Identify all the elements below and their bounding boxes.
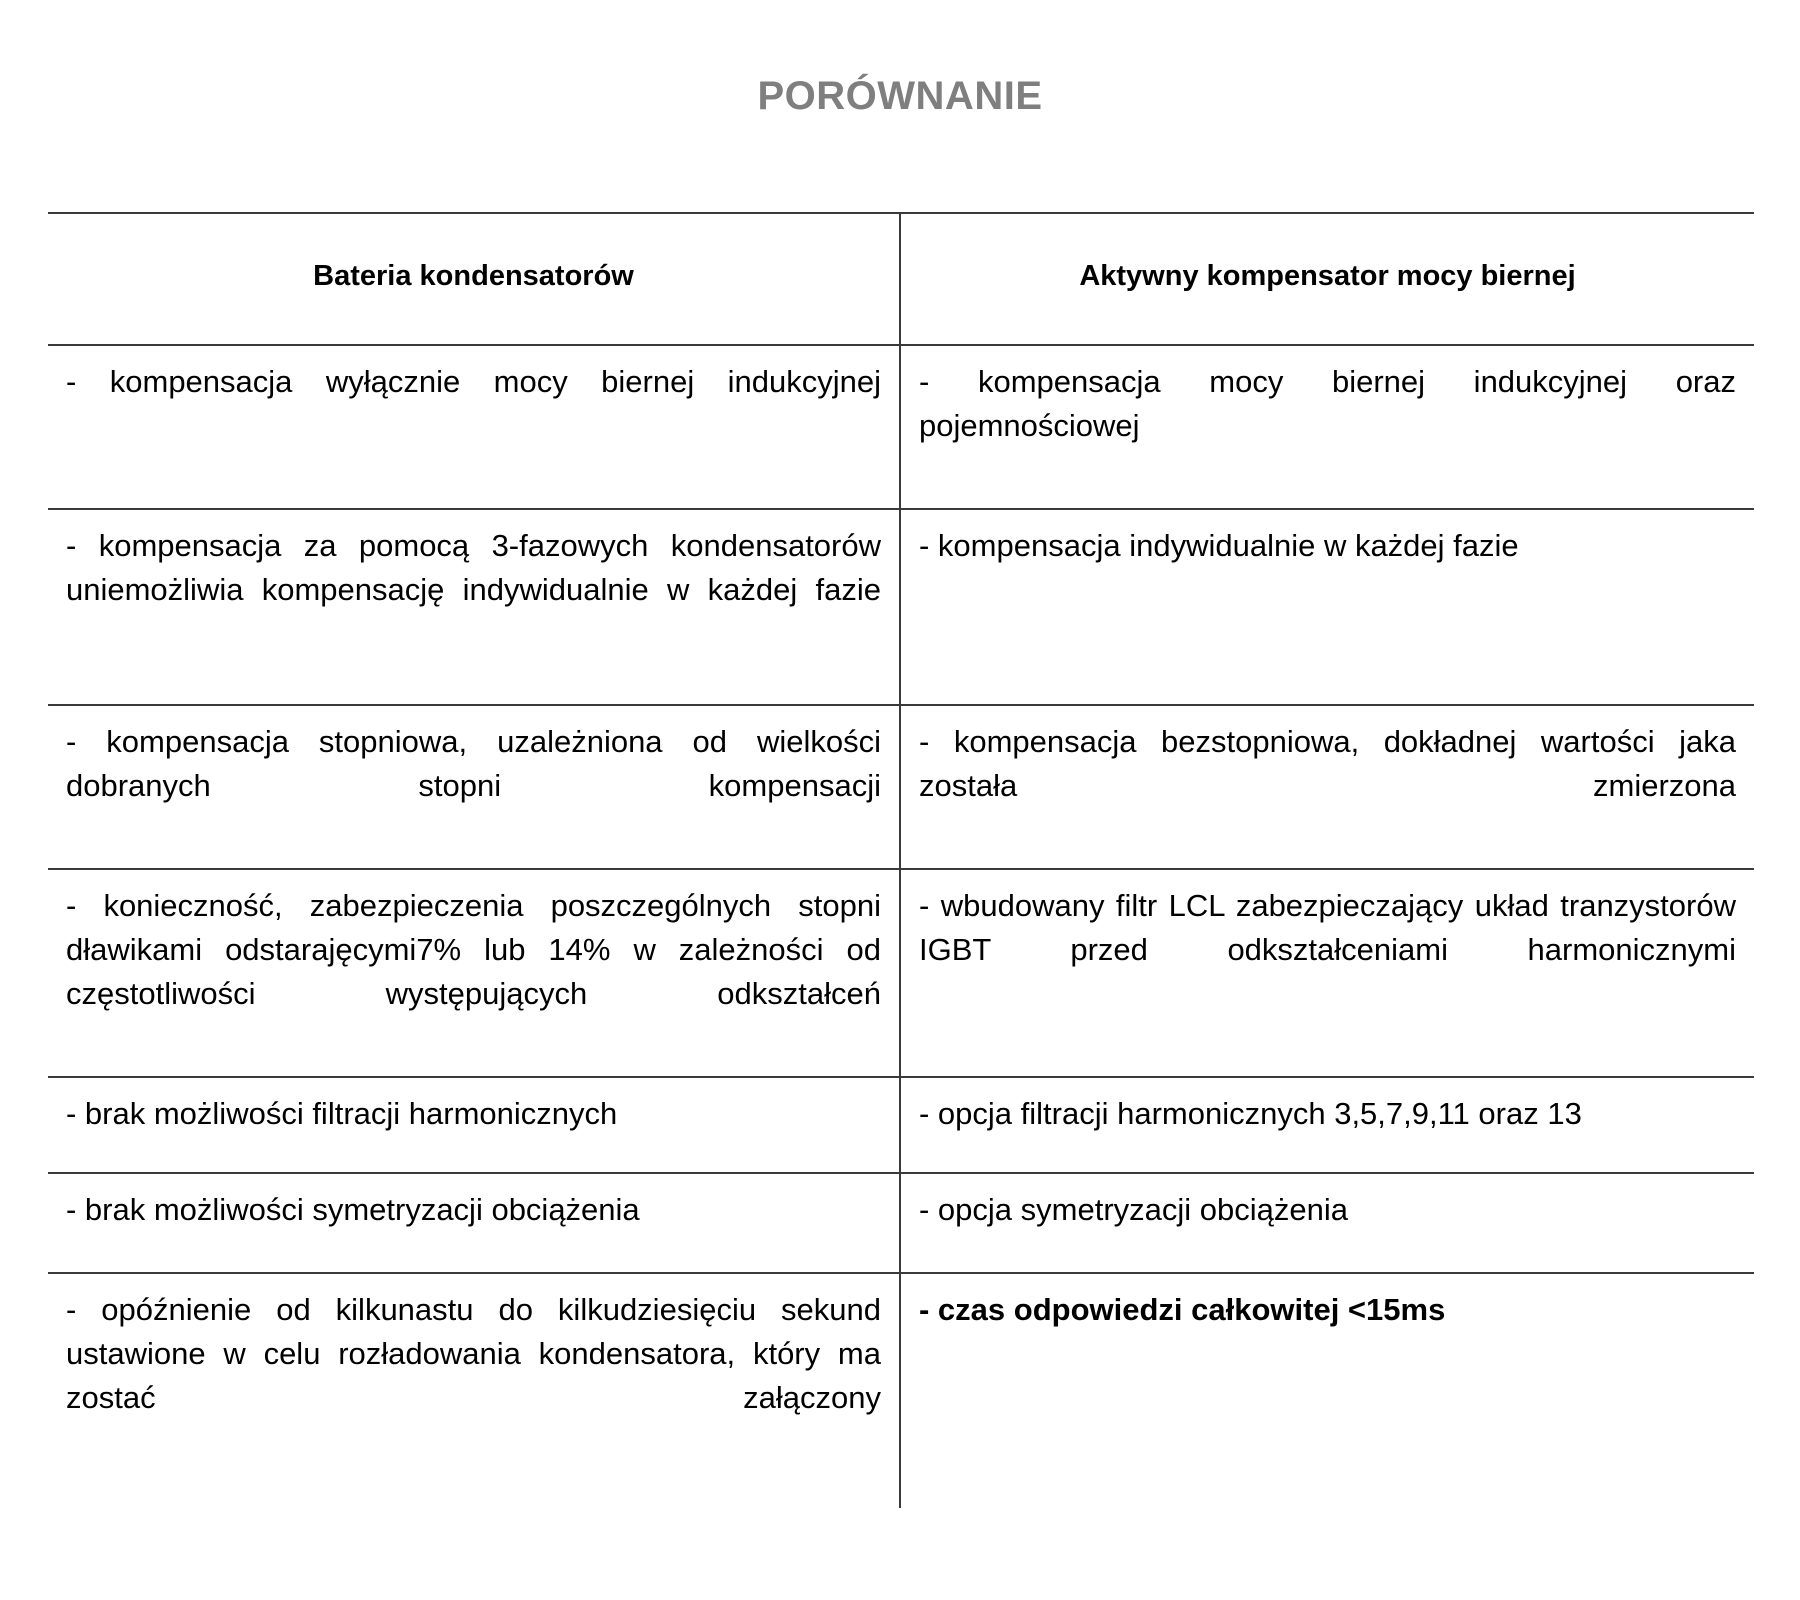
table-row: [48, 345, 1754, 509]
cell-text: - czas odpowiedzi całkowitej <15ms: [919, 1292, 1446, 1328]
column-divider-tail: [899, 1408, 901, 1508]
cell-capacitor-bank-2: [48, 509, 900, 705]
cell-active-compensator-6: [900, 1173, 1754, 1273]
cell-active-compensator-7: [900, 1273, 1754, 1480]
cell-capacitor-bank-4: [48, 869, 900, 1077]
cell-active-compensator-3: [900, 705, 1754, 869]
cell-text: - kompensacja bezstopniowa, dokładnej wartości jaka została zmierzona: [919, 724, 1736, 804]
table-row: [48, 869, 1754, 1077]
cell-text: - brak możliwości symetryzacji obciążenia: [66, 1192, 640, 1228]
cell-text: - brak możliwości filtracji harmonicznych: [66, 1096, 618, 1132]
cell-active-compensator-2: [900, 509, 1754, 705]
cell-text: - wbudowany filtr LCL zabezpieczający układ tranzystorów IGBT przed odkształceniami harmonicznymi: [919, 888, 1736, 968]
cell-text: - kompensacja wyłącznie mocy biernej indukcyjnej: [66, 364, 881, 400]
column-header-active-compensator: Aktywny kompensator mocy biernej: [900, 213, 1754, 345]
cell-text: - opóźnienie od kilkunastu do kilkudziesięciu sekund ustawione w celu rozładowania kondensatora, który ma zostać załączony: [66, 1292, 881, 1416]
table-row: [48, 1273, 1754, 1480]
column-header-capacitor-bank: Bateria kondensatorów: [48, 213, 900, 345]
cell-text: - opcja symetryzacji obciążenia: [919, 1192, 1349, 1228]
table-row: [48, 509, 1754, 705]
cell-text: - kompensacja za pomocą 3-fazowych kondensatorów uniemożliwia kompensację indywidualnie w każdej fazie: [66, 528, 881, 608]
cell-active-compensator-4: [900, 869, 1754, 1077]
cell-capacitor-bank-6: [48, 1173, 900, 1273]
cell-text: - opcja filtracji harmonicznych 3,5,7,9,11 oraz 13: [919, 1096, 1582, 1132]
cell-capacitor-bank-7: [48, 1273, 900, 1480]
cell-text: - kompensacja stopniowa, uzależniona od wielkości dobranych stopni kompensacji: [66, 724, 881, 804]
cell-capacitor-bank-5: [48, 1077, 900, 1173]
cell-capacitor-bank-3: [48, 705, 900, 869]
table-row: [48, 705, 1754, 869]
cell-text: - konieczność, zabezpieczenia poszczególnych stopni dławikami odstarajęcymi7% lub 14% w zależności od częstotliwości występujących odkształceń: [66, 888, 881, 1012]
cell-text: - kompensacja indywidualnie w każdej fazie: [919, 528, 1519, 564]
page-title: PORÓWNANIE: [757, 74, 1043, 118]
table-header-row: [48, 213, 1754, 345]
comparison-table: [48, 212, 1754, 1480]
cell-active-compensator-5: [900, 1077, 1754, 1173]
table-header: [48, 213, 1754, 345]
table-row: [48, 1173, 1754, 1273]
cell-text: - kompensacja mocy biernej indukcyjnej oraz pojemnościowej: [919, 364, 1736, 444]
cell-capacitor-bank-1: [48, 345, 900, 509]
table-row: [48, 1077, 1754, 1173]
table-body: [48, 345, 1754, 1480]
cell-active-compensator-1: [900, 345, 1754, 509]
